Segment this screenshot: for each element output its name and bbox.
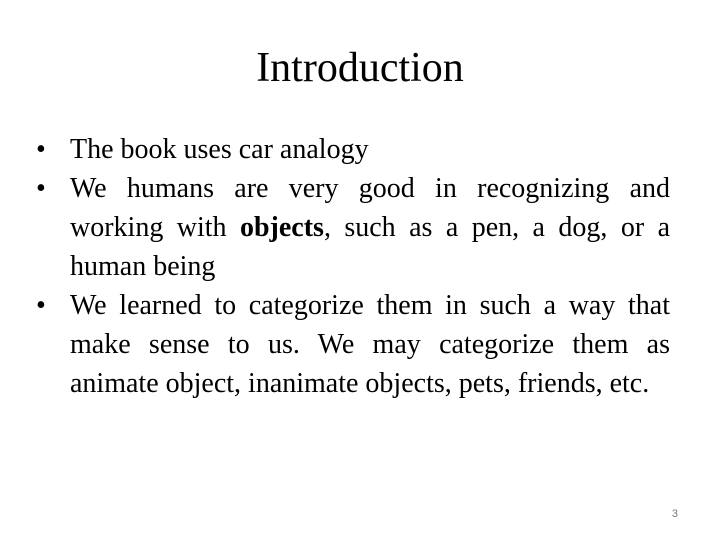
bullet-dot-icon: •: [36, 290, 46, 321]
bullet-text-after: , such as a pen, a dog, or a human being: [70, 212, 670, 282]
bullet-text: [70, 169, 670, 286]
bullet-dot-icon: •: [36, 134, 46, 165]
page-number: 3: [671, 508, 678, 520]
slide-title: Introduction: [256, 45, 464, 91]
bullet-bold-word: objects: [239, 212, 324, 243]
bullet-text-before: We humans are very good in recognizing and working with: [70, 173, 670, 243]
bullet-list: [36, 130, 670, 403]
bullet-item-3: [36, 286, 670, 403]
bullet-item-1: [36, 130, 670, 169]
bullet-dot-icon: •: [36, 173, 46, 204]
bullet-item-2: [36, 169, 670, 286]
bullet-text: The book uses car analogy: [70, 134, 369, 165]
bullet-text: We learned to categorize them in such a way that make sense to us. We may categorize them as animate object, inanimate objects, pets, friends, etc.: [70, 290, 670, 399]
